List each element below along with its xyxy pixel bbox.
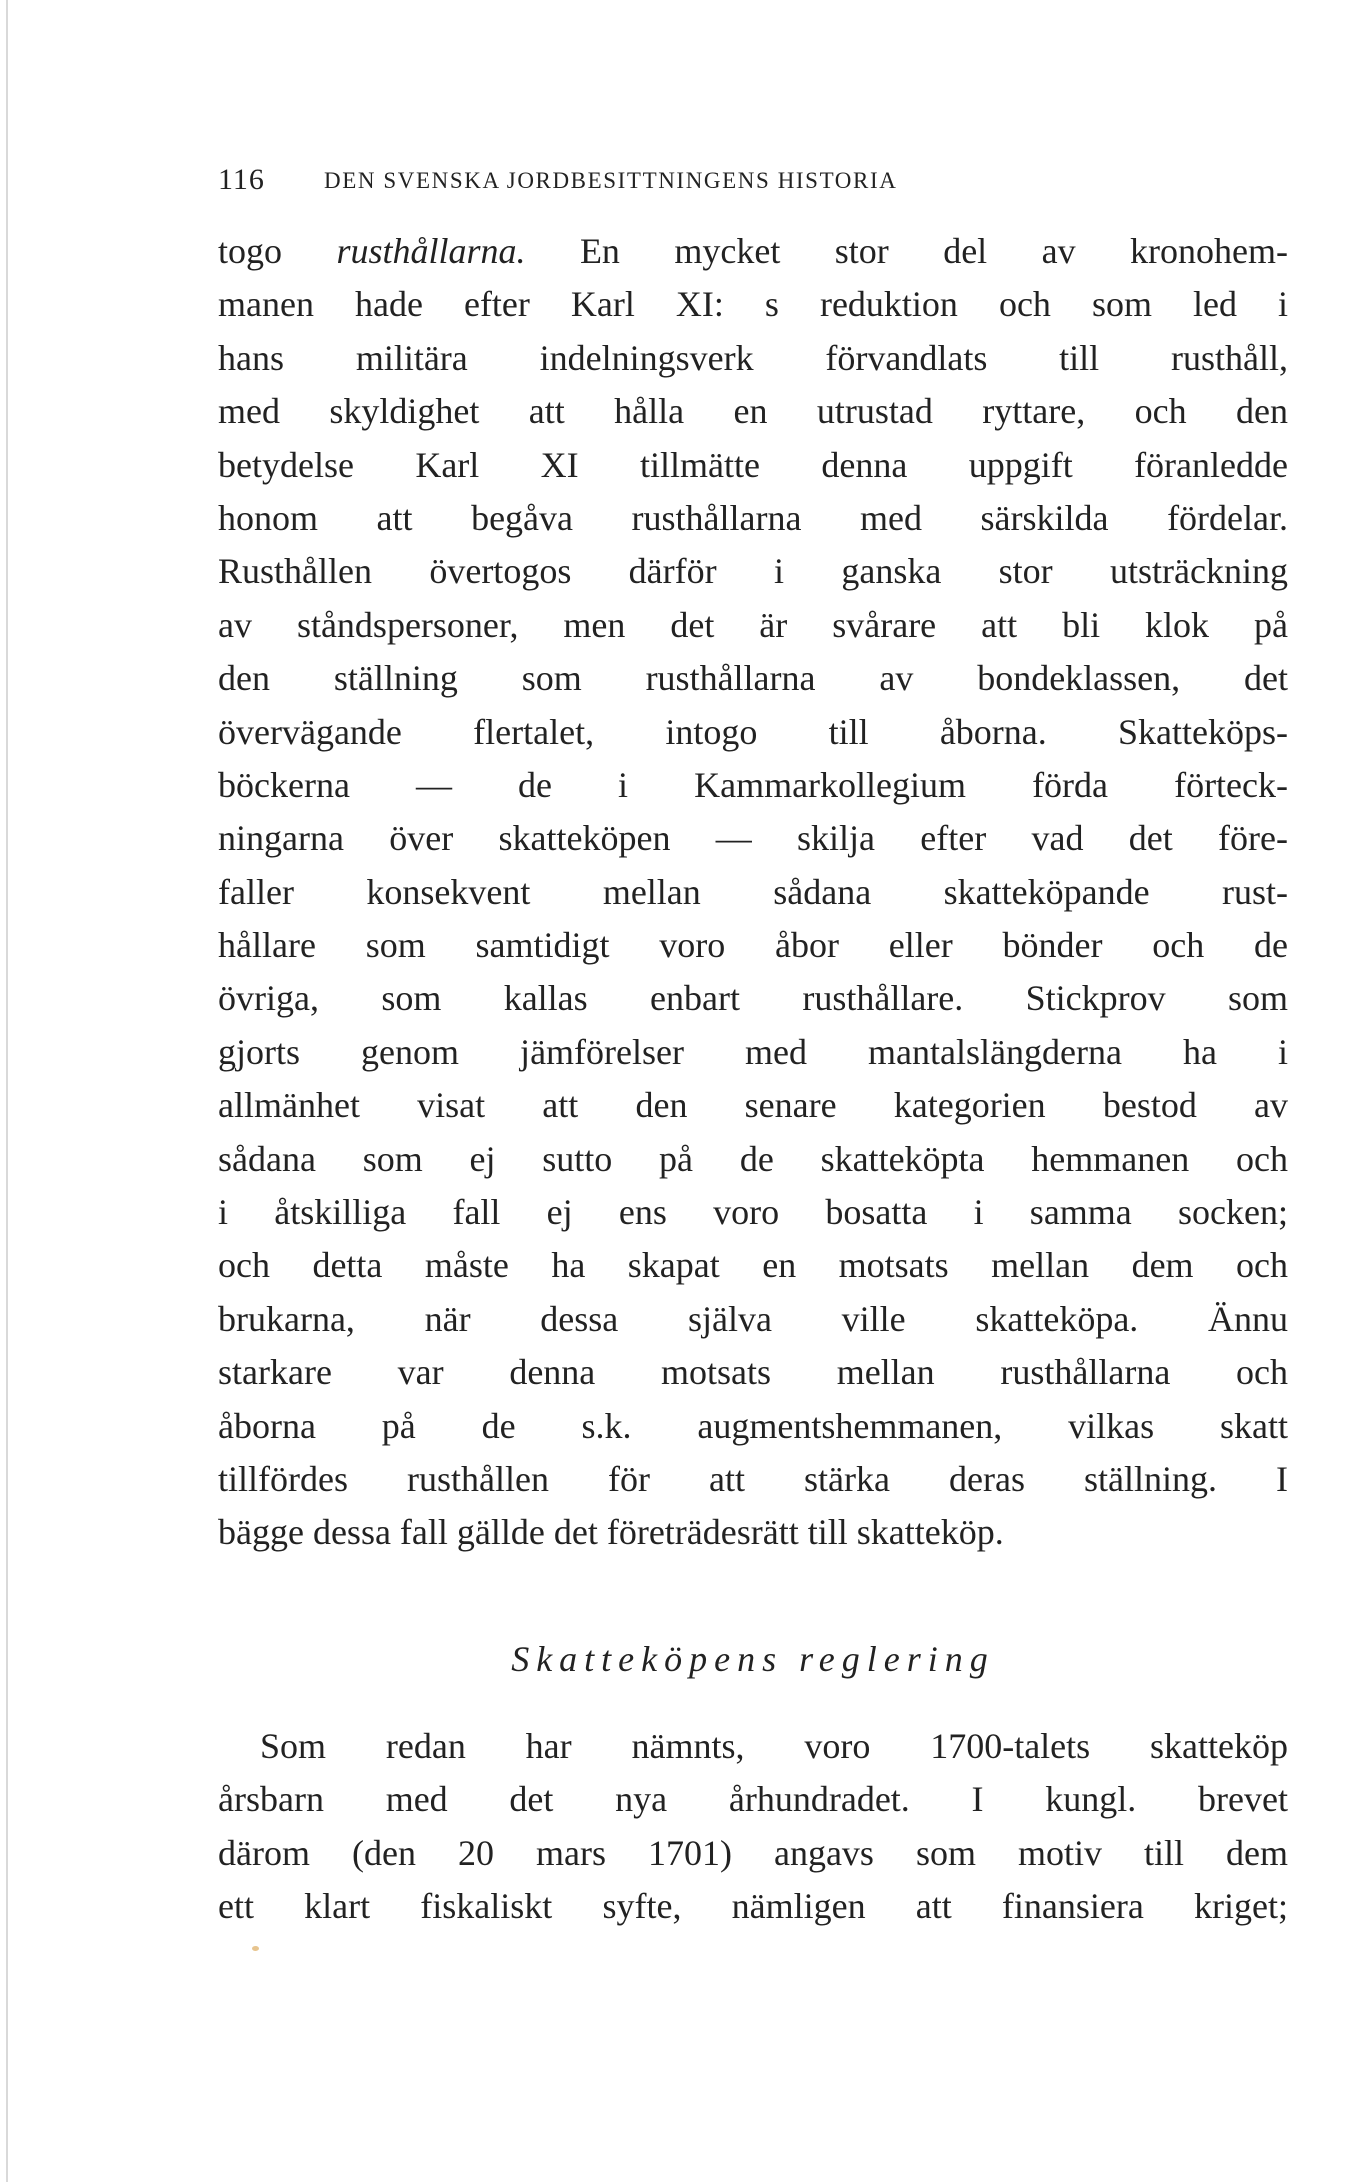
text-line: Rusthållen övertogos därför i ganska stor utsträckning — [218, 551, 1288, 592]
text-line: den ställning som rusthållarna av bondeklassen, det — [218, 658, 1288, 699]
text-line: manen hade efter Karl XI: s reduktion och som led i — [218, 284, 1288, 325]
text-line: betydelse Karl XI tillmätte denna uppgift föranledde — [218, 444, 1288, 485]
text-line — [218, 225, 1288, 278]
text-line: böckerna — de i Kammarkollegium förda förteck- — [218, 764, 1288, 805]
text-line: starkare var denna motsats mellan rusthållarna och — [218, 1352, 1288, 1393]
text-line: brukarna, när dessa själva ville skatteköpa. Ännu — [218, 1298, 1288, 1339]
text-line: gjorts genom jämförelser med mantalslängderna ha i — [218, 1031, 1288, 1072]
text-line: hans militära indelningsverk förvandlats till rusthåll, — [218, 337, 1288, 378]
text-line: av ståndspersoner, men det är svårare att bli klok på — [218, 604, 1288, 645]
text-line: honom att begåva rusthållarna med särskilda fördelar. — [218, 497, 1288, 538]
page-number: 116 — [218, 163, 265, 196]
text-line: ett klart fiskaliskt syfte, nämligen att finansiera kriget; — [218, 1886, 1288, 1927]
text-line: övervägande flertalet, intogo till åborna. Skatteköps- — [218, 711, 1288, 752]
text-line: ningarna över skatteköpen — skilja efter vad det före- — [218, 818, 1288, 859]
italic-word: rusthållarna. — [336, 231, 526, 271]
running-head — [218, 163, 1288, 203]
line-rest: En mycket stor del av kronohem- — [525, 231, 1288, 271]
text-line: hållare som samtidigt voro åbor eller bönder och de — [218, 925, 1288, 966]
text-line: och detta måste ha skapat en motsats mellan dem och — [218, 1245, 1288, 1286]
text-line: årsbarn med det nya århundradet. I kungl. brevet — [218, 1779, 1288, 1820]
text-line: därom (den 20 mars 1701) angavs som motiv till dem — [218, 1832, 1288, 1873]
text-line: faller konsekvent mellan sådana skatteköpande rust- — [218, 871, 1288, 912]
paper-speck — [252, 1946, 259, 1951]
page-edge-shadow — [6, 0, 8, 2182]
text-line: sådana som ej sutto på de skatteköpta hemmanen och — [218, 1138, 1288, 1179]
text-line: åborna på de s.k. augmentshemmanen, vilkas skatt — [218, 1405, 1288, 1446]
book-title: DEN SVENSKA JORDBESITTNINGENS HISTORIA — [324, 168, 898, 193]
text-line: bägge dessa fall gällde det företrädesrätt till skatteköp. — [218, 1512, 1004, 1553]
paragraph-2 — [218, 1720, 1288, 1934]
section-heading: Skatteköpens reglering — [511, 1639, 995, 1679]
text-line: i åtskilliga fall ej ens voro bosatta i samma socken; — [218, 1192, 1288, 1233]
text-line: med skyldighet att hålla en utrustad ryttare, och den — [218, 391, 1288, 432]
paragraph-1 — [218, 225, 1288, 1560]
text-line: övriga, som kallas enbart rusthållare. Stickprov som — [218, 978, 1288, 1019]
line-start: togo — [218, 231, 337, 271]
text-line: Som redan har nämnts, voro 1700-talets skatteköp — [260, 1726, 1288, 1766]
text-line: allmänhet visat att den senare kategorien bestod av — [218, 1085, 1288, 1126]
text-line: tillfördes rusthållen för att stärka deras ställning. I — [218, 1458, 1288, 1499]
